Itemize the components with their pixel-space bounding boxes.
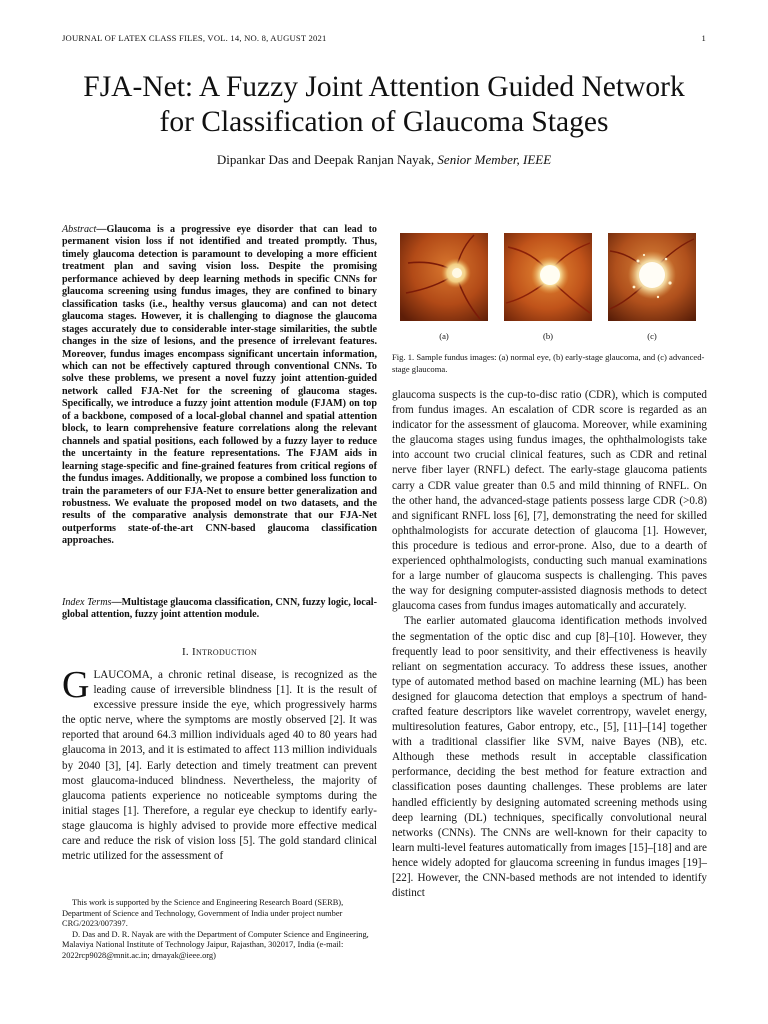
section-heading xyxy=(62,646,377,658)
intro-first-word: LAUCOMA xyxy=(93,669,150,681)
footnotes xyxy=(62,898,377,962)
running-head-text: JOURNAL OF LATEX CLASS FILES, VOL. 14, NO. 8, AUGUST 2021 xyxy=(62,33,327,43)
right-paragraph-2: The earlier automated glaucoma identification methods involved the segmentation of the optic disc and cup [8]–[10]. However, they frequently lead to poor sensitivity, and their effectiveness is heavily reliant on segmentation accuracy. To address these issues, another type of automated method based on machine learning (ML) has been designed for glaucoma detection that employs a spectrum of hand-crafted feature descriptors like wavelet correntropy, wavelet energy, multiresolution features, Gabor entropy, etc., [5], [11]–[14] together with a traditional classifier like SVM, naive Bayes (NB), etc. Although these methods result in acceptable classification performance, deciding the best method for feature extraction and classification poses daunting challenges. These problems are later handled efficiently by designing automated screening methods using deep learning (DL) techniques, specifically convolutional neural networks (CNNs). The CNNs are well-known for their capacity to learn multi-level features automatically from images [15]–[18] and are hence widely adopted for glaucoma screening in fundus images [19]–[22]. However, the CNN-based methods are not intended to identify distinct xyxy=(392,615,707,900)
section-number: I. xyxy=(181,646,189,658)
author-role: Senior Member, IEEE xyxy=(437,152,552,167)
figure-1 xyxy=(392,233,707,348)
footnote-affiliation: D. Das and D. R. Nayak are with the Department of Computer Science and Engineering, Malaviya National Institute of Technology Jaipur, Rajasthan, 302017, India (e-mail: 2022rcp9028@mnit.ac.in; drnayak@ieee.org) xyxy=(62,929,369,960)
index-terms-text: —Multistage glaucoma classification, CNN, fuzzy logic, local-global attention, fuzzy joint attention module. xyxy=(62,597,377,621)
right-column-body xyxy=(392,388,707,901)
author-names: Dipankar Das and Deepak Ranjan Nayak, xyxy=(216,152,435,167)
figure-label-a: (a) xyxy=(439,331,449,341)
page-number: 1 xyxy=(701,33,706,43)
fundus-image-normal xyxy=(400,233,488,321)
intro-text: , a chronic retinal disease, is recognized as the leading cause of irreversible blindness [1]. It is the result of excessive pressure inside the eye, which progressively harms the optic nerve, where the symptoms are mostly observed [2]. It was reported that around 64.3 million individuals aged 40 to 80 years had glaucoma in 2013, and it is estimated to affect 113 million individuals by 2040 [3], [4]. Early detection and timely treatment can prevent most glaucoma-induced blindness. Nevertheless, the majority of glaucoma patients experience no noticeable symptoms during the initial stages [1]. Therefore, a regular eye checkup to identify early-stage glaucoma is highly advised to provide more effective medical care and reduce the risk of vision loss [5]. The gold standard clinical metric utilized for the assessment of xyxy=(62,669,377,863)
fundus-image-early-stage xyxy=(504,233,592,321)
fundus-image-advanced-stage xyxy=(608,233,696,321)
figure-caption: Fig. 1. Sample fundus images: (a) normal eye, (b) early-stage glaucoma, and (c) advanced-stage glaucoma. xyxy=(392,352,705,374)
figure-label-b: (b) xyxy=(542,331,554,341)
abstract xyxy=(62,224,377,548)
index-terms xyxy=(62,597,377,622)
title-line-2: for Classification of Glaucoma Stages xyxy=(159,106,609,138)
index-terms-lead: Index Terms xyxy=(62,597,112,608)
running-head xyxy=(62,33,706,43)
intro-paragraph xyxy=(62,664,377,864)
title-line-1: FJA-Net: A Fuzzy Joint Attention Guided Network xyxy=(83,71,685,103)
footnote-support: This work is supported by the Science and Engineering Research Board (SERB), Department of Science and Technology, Government of India under project number CRG/2023/007397. xyxy=(62,898,344,929)
abstract-text: —Glaucoma is a progressive eye disorder that can lead to permanent vision loss if not identified and treated promptly. Thus, timely glaucoma detection is paramount to developing a more efficient treatment plan and saving vision loss. Despite the promising performance achieved by deep learning methods in specific CNNs for glaucoma screening using fundus images, they are confined to binary classification tasks (i.e., healthy versus glaucoma) and can not detect glaucoma stages. However, it is challenging to diagnose the glaucoma stages accurately due to considerable inter-stage similarities, the subtle changes in the size of lesions, and the presence of irrelevant features. Moreover, fundus images encompass significant uncertain information, which can not be effectively captured through conventional CNNs. To solve these problems, we present a novel fuzzy joint attention-guided network called FJA-Net for the screening of glaucoma stages. Specifically, we introduce a fuzzy joint attention module (FJAM) on top of a backbone, composed of a local-global channel and spatial attention block, to learn comprehensive feature correlations along the relevant channels and spatial positions, each followed by a fuzzy layer to reduce the uncertainty in the feature representations. The FJAM aids in learning stage-specific and fine-grained features from critical regions of the fundus images. Additionally, we propose a combined loss function to train the parameters of our FJA-Net to ensure better generalization and robustness. We evaluate the proposed model on two datasets, and the results of the comparative analysis demonstrate that our FJA-Net outperforms state-of-the-art CNN-based glaucoma classification approaches. xyxy=(62,224,377,547)
authors xyxy=(0,152,768,168)
abstract-lead: Abstract xyxy=(62,224,97,235)
figure-label-c: (c) xyxy=(647,331,657,341)
drop-cap: G xyxy=(62,664,90,706)
section-title: Introduction xyxy=(192,646,258,658)
right-paragraph-1: glaucoma suspects is the cup-to-disc ratio (CDR), which is computed from fundus images. An escalation of CDR score is regarded as an indicator for the assessment of glaucoma. Moreover, while examining the glaucoma stages using fundus images, the ophthalmologists take into account two crucial clinical features, such as CDR and retinal nerve fiber layer (RNFL) defect. The early-stage glaucoma patients carry a CDR value greater than 0.5 and mild thinning of RNFL. On the other hand, the advanced-stage patients possess large CDR (>0.8) and significant RNFL loss [6], [7], demonstrating the need for skilled ophthalmologists for accurate detection of glaucoma [1]. However, this procedure is tedious and error-prone. Also, due to a dearth of experienced ophthalmologists, conducting such manual examinations for a large number of glaucoma suspects is challenging. This paves the way for designing computer-assisted diagnosis methods to detect glaucoma cases from fundus images automatically and accurately. xyxy=(392,389,707,613)
paper-title xyxy=(0,70,768,140)
